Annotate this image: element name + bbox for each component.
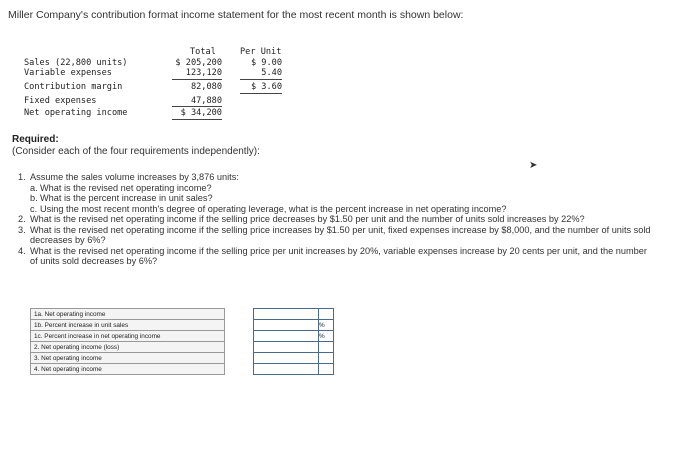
row-total-fixed: 47,880	[190, 96, 222, 106]
required-heading: Required:	[12, 134, 59, 145]
answer-unit	[319, 353, 334, 364]
question-letter: c.	[30, 203, 38, 214]
answer-label: 1a. Net operating income	[31, 309, 225, 320]
row-total-contribution: 82,080	[190, 82, 222, 92]
intro-text: Miller Company's contribution format income statement for the most recent month is shown below:	[8, 9, 464, 21]
row-label-noi: Net operating income	[24, 108, 128, 118]
answer-row-3	[31, 353, 334, 364]
row-label-variable: Variable expenses	[24, 68, 112, 78]
header-total: Total	[190, 47, 216, 57]
question-text: What is the revised net operating income if the selling price per unit increases by 20%, variable expenses increase by 20 cents per unit, and the number of units sold decreases by 6%?	[30, 245, 647, 266]
question-1a	[18, 183, 654, 194]
answer-input-1a[interactable]	[254, 309, 319, 320]
answer-unit	[319, 364, 334, 375]
answer-unit	[319, 342, 334, 353]
question-text: Using the most recent month's degree of operating leverage, what is the percent increase in net operating income?	[40, 203, 507, 214]
answer-input-1b[interactable]	[254, 320, 319, 331]
answer-input-2[interactable]	[254, 342, 319, 353]
question-1c	[18, 204, 654, 215]
answer-label: 3. Net operating income	[31, 353, 225, 364]
question-text: What is the percent increase in unit sales?	[40, 193, 213, 203]
question-4	[18, 246, 654, 267]
answer-row-1a	[31, 309, 334, 320]
answer-input-3[interactable]	[254, 353, 319, 364]
row-label-contribution: Contribution margin	[24, 82, 123, 92]
required-note: (Consider each of the four requirements independently):	[12, 146, 260, 157]
underline-variable-unit	[240, 79, 282, 80]
underline-variable-total	[172, 79, 222, 80]
question-1	[18, 172, 654, 183]
underline-contribution-unit	[240, 93, 282, 94]
answer-row-1c	[31, 331, 334, 342]
question-3	[18, 225, 654, 246]
answer-row-1b	[31, 320, 334, 331]
answer-unit	[319, 309, 334, 320]
row-label-fixed: Fixed expenses	[24, 96, 97, 106]
answer-table	[30, 308, 334, 375]
answer-label: 4. Net operating income	[31, 364, 225, 375]
answer-input-4[interactable]	[254, 364, 319, 375]
answer-input-1c[interactable]	[254, 331, 319, 342]
answer-unit: %	[319, 320, 334, 331]
question-letter: a.	[30, 182, 38, 193]
question-number: 4.	[18, 245, 26, 256]
question-number: 3.	[18, 224, 26, 235]
row-total-noi: $ 34,200	[180, 108, 222, 118]
question-text: What is the revised net operating income if the selling price increases by $1.50 per unit, fixed expenses increase by $8,000, and the number of units sold decreases by 6%?	[30, 224, 651, 245]
header-per-unit: Per Unit	[240, 47, 282, 57]
answer-unit: %	[319, 331, 334, 342]
question-text: What is the revised net operating income if the selling price decreases by $1.50 per unit and the number of units sold increases by 22%?	[30, 214, 585, 224]
row-label-sales: Sales (22,800 units)	[24, 58, 128, 68]
row-unit-contribution: $ 3.60	[250, 82, 282, 92]
question-text: What is the revised net operating income?	[40, 182, 212, 193]
underline-fixed-total	[172, 106, 222, 107]
answer-label: 1b. Percent increase in unit sales	[31, 320, 225, 331]
cursor-arrow-icon: ➤	[529, 160, 538, 171]
underline-noi-total	[172, 119, 222, 120]
answer-label: 2. Net operating income (loss)	[31, 342, 225, 353]
row-total-sales: $ 205,200	[175, 58, 222, 68]
answer-row-4	[31, 364, 334, 375]
row-unit-variable: 5.40	[261, 68, 282, 78]
answer-row-2	[31, 342, 334, 353]
row-total-variable: 123,120	[185, 68, 222, 78]
question-2	[18, 214, 654, 225]
question-letter: b.	[30, 193, 38, 203]
answer-label: 1c. Percent increase in net operating income	[31, 331, 225, 342]
question-text: Assume the sales volume increases by 3,876 units:	[30, 172, 239, 182]
row-unit-sales: $ 9.00	[250, 58, 282, 68]
question-1b	[18, 193, 654, 204]
question-number: 1.	[18, 172, 26, 182]
questions-list	[18, 172, 654, 267]
question-number: 2.	[18, 214, 26, 224]
